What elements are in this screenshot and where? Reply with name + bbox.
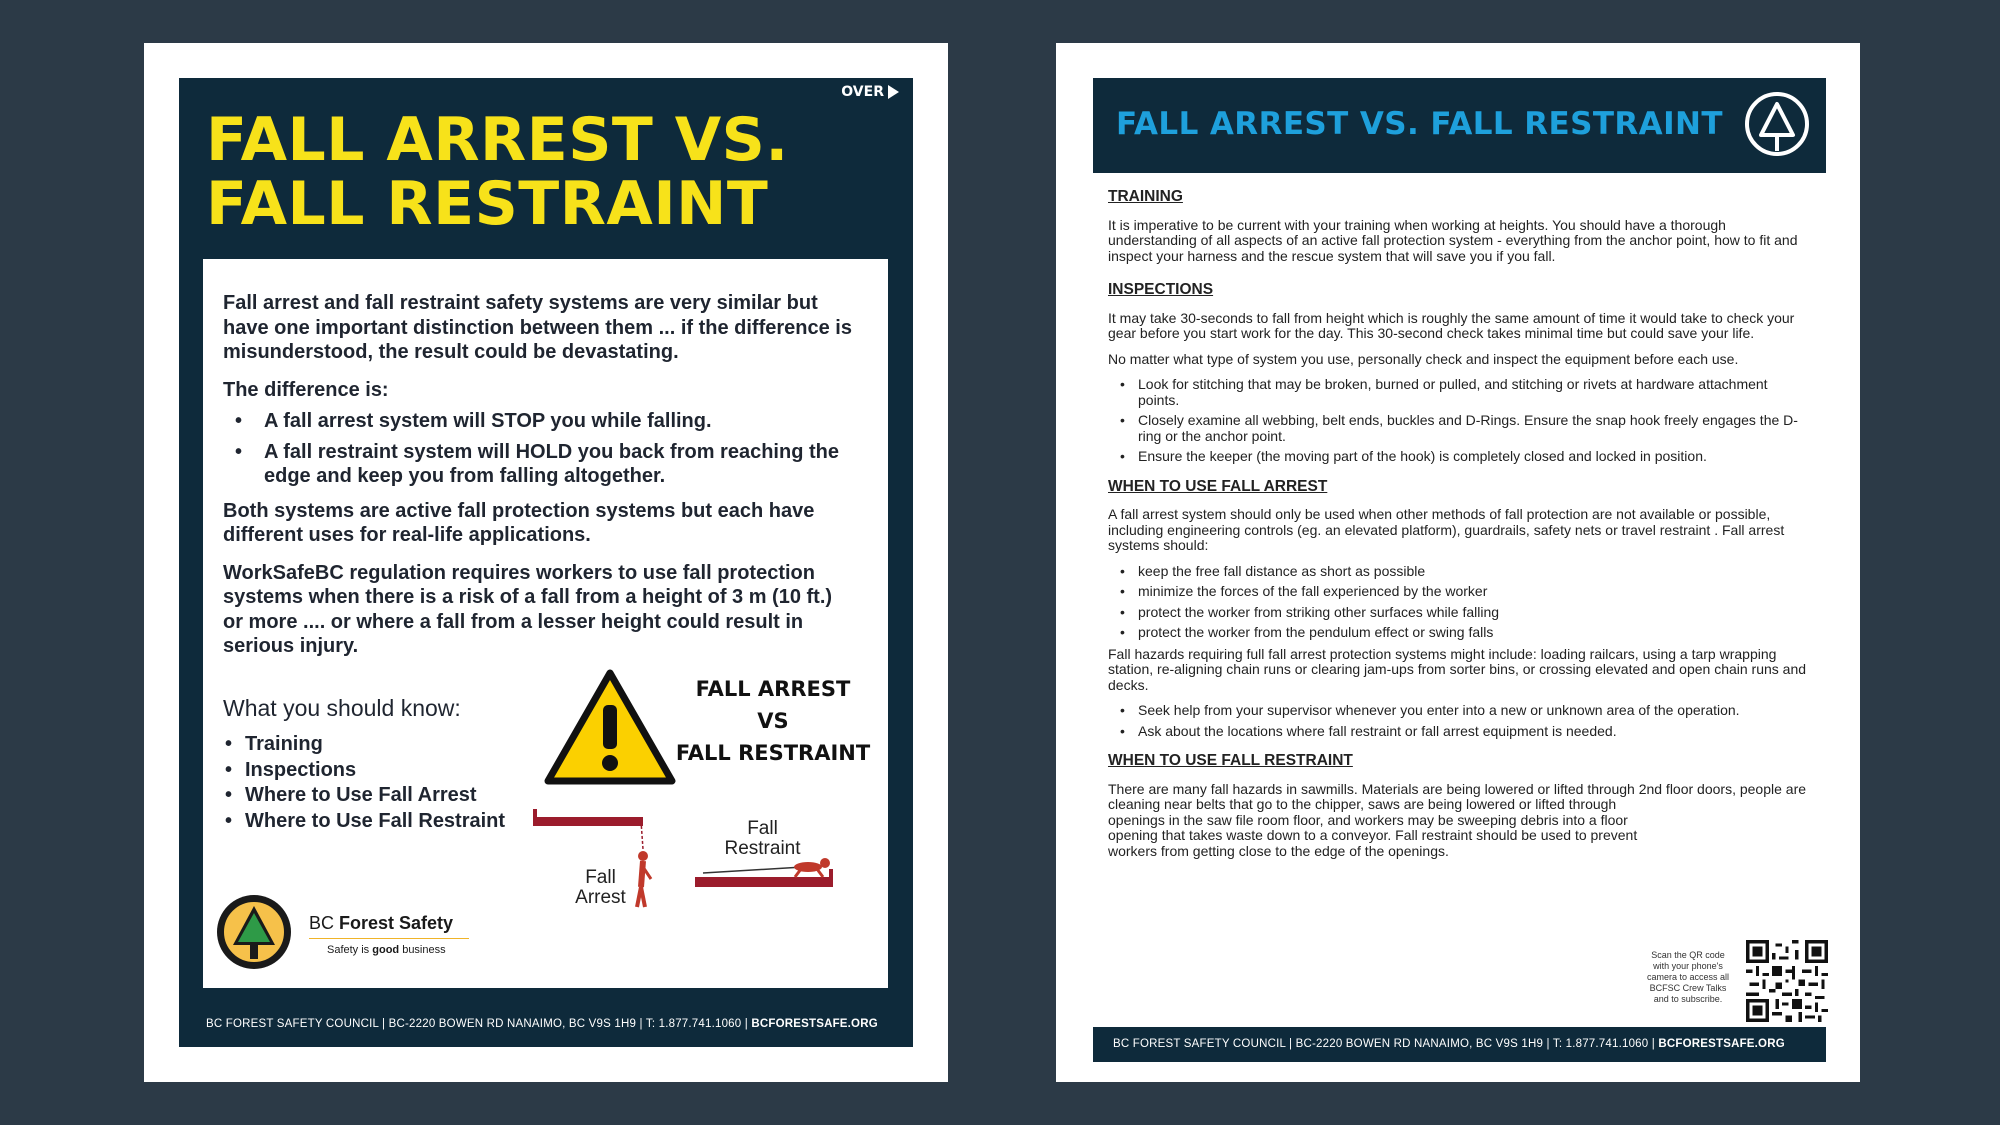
over-label: OVER [841,84,884,100]
front-footer [206,1018,878,1030]
flyer-page-front [144,43,948,1082]
front-title-line1: FALL ARREST VS. [206,105,789,175]
training-text: It is imperative to be current with your training when working at heights. You should have a thorough understanding of all aspects of an active fall protection system - everything from the anchor point, how to fit and inspect your harness and the rescue system that will save you if you fall. [1108,216,1798,264]
hazards-text: Fall hazards requiring full fall arrest protection systems might include: loading railcars, using a tarp wrapping station, re-aligning chain runs or clearing jam-ups from sorter bins, or crossing elevated and open chain runs and decks. [1108,645,1807,693]
inspection-list [1108,377,1808,465]
tagline-part: Safety is [327,944,373,956]
regulation-paragraph: WorkSafeBC regulation requires workers to use fall protection systems when there is a risk of a fall from a height of 3 m (10 ft.) or more .... or where a fall from a lesser height could result in serious injury. [223,561,833,657]
back-title: FALL ARREST VS. FALL RESTRAINT [1116,106,1723,142]
difference-item-arrest: • A fall arrest system will STOP you while falling. [223,409,853,434]
play-arrow-icon [888,85,899,99]
list-item: • Seek help from your supervisor whenever you enter into a new or unknown area of the operation. [1108,703,1808,719]
qr-code[interactable] [1746,940,1828,1022]
list-item: • protect the worker from striking other surfaces while falling [1108,605,1808,621]
tagline-bold: good [372,944,400,956]
bcfs-tree-logo [215,893,293,971]
tree-circle-logo [1744,91,1810,157]
what-you-should-know [223,695,523,834]
list-item: • Ensure the keeper (the moving part of the hook) is completely closed and locked in position. [1108,449,1808,465]
fall-restraint-heading: WHEN TO USE FALL RESTRAINT [1108,752,1353,769]
inspections-heading: INSPECTIONS [1108,281,1214,298]
list-item: • minimize the forces of the fall experienced by the worker [1108,584,1808,600]
know-list [223,732,523,834]
list-item: • Closely examine all webbing, belt ends, buckles and D-Rings. Ensure the snap hook freely engages the D-ring or the anchor point. [1108,413,1808,444]
brand-bold: Forest Safety [339,913,454,933]
footer-address: BC FOREST SAFETY COUNCIL | BC-2220 BOWEN RD NANAIMO, BC V9S 1H9 | T: 1.877.741.1060 | [1113,1038,1659,1050]
back-footer [1093,1027,1826,1062]
training-heading: TRAINING [1108,188,1183,205]
graphic-line2: VS [757,709,789,733]
list-item: • Ask about the locations where fall restraint or fall arrest equipment is needed. [1108,724,1808,740]
label-fall-arrest: Fall Arrest [575,867,626,908]
brand-prefix: BC [309,913,340,933]
intro-paragraph: Fall arrest and fall restraint safety systems are very similar but have one important distinction between them ... if the difference is misunderstood, the result could be devastating. [223,292,852,363]
know-heading: What you should know: [223,695,461,721]
over-indicator[interactable] [841,84,899,100]
list-item: • Look for stitching that may be broken, burned or pulled, and stitching or rivets at hardware attachment points. [1108,377,1808,408]
inspections-text-1: It may take 30-seconds to fall from height which is roughly the same amount of time it would take to check your gear before you start work for the day. This 30-second check takes minimal time but could save your life. [1108,309,1795,341]
fall-arrest-text: A fall arrest system should only be used when other methods of fall protection are not available or possible, including engineering controls (eg. an elevated platform), guardrails, safety nets or travel restraint . Fall arrest systems should: [1108,506,1785,553]
fall-restraint-text-a: There are many fall hazards in sawmills. Materials are being lowered or lifted through 2nd floor doors, people are cleaning near belts that go to the chipper, saws are being lowered or lifted through [1108,780,1807,812]
difference-list [223,409,853,489]
fall-restraint-text-b: openings in the saw file room floor, and workers may be sweeping debris into a floor opening that takes waste down to a conveyor. Fall restraint should be used to prevent workers from getting close to the edge of the openings. [1108,811,1638,859]
know-item: • Where to Use Fall Restraint [223,809,523,835]
front-content-card [203,259,888,988]
both-systems-paragraph: Both systems are active fall protection systems but each have different uses for real-life applications. [223,499,815,546]
graphic-line3: FALL RESTRAINT [675,741,871,765]
graphic-line1: FALL ARREST [695,677,851,701]
tagline-part: business [399,944,446,956]
flyer-page-back [1056,43,1860,1082]
know-item: • Inspections [223,758,523,784]
back-content [1108,189,1808,869]
front-navy-panel [179,78,913,1047]
qr-caption: Scan the QR code with your phone's camera to access all BCFSC Crew Talks and to subscribe. [1646,950,1730,1004]
front-body-text [223,291,853,672]
difference-item-restraint: • A fall restraint system will HOLD you back from reaching the edge and keep you from falling altogether. [223,440,853,489]
warning-icon [542,667,678,787]
know-item: • Training [223,732,523,758]
fall-arrest-list [1108,564,1808,641]
footer-website-link[interactable]: BCFORESTSAFE.ORG [1658,1038,1785,1050]
hazard-list [1108,703,1808,739]
label-fall-restraint: Fall Restraint [724,818,801,859]
front-title [206,105,846,239]
difference-heading: The difference is: [223,378,389,401]
front-title-line2: FALL RESTRAINT [206,169,769,239]
brand-divider [309,938,469,939]
list-item: • keep the free fall distance as short as possible [1108,564,1808,580]
back-header [1093,78,1826,173]
fall-arrest-heading: WHEN TO USE FALL ARREST [1108,477,1328,495]
brand-tagline [327,944,446,956]
fall-arrest-vs-graphic-title [668,673,878,769]
bcfs-brand-name [309,913,453,934]
know-item: • Where to Use Fall Arrest [223,783,523,809]
footer-address: BC FOREST SAFETY COUNCIL | BC-2220 BOWEN RD NANAIMO, BC V9S 1H9 | T: 1.877.741.1060 | [206,1018,752,1030]
inspections-text-2: No matter what type of system you use, personally check and inspect the equipment before each use. [1108,350,1739,367]
list-item: • protect the worker from the pendulum effect or swing falls [1108,625,1808,641]
footer-website-link[interactable]: BCFORESTSAFE.ORG [751,1018,878,1030]
